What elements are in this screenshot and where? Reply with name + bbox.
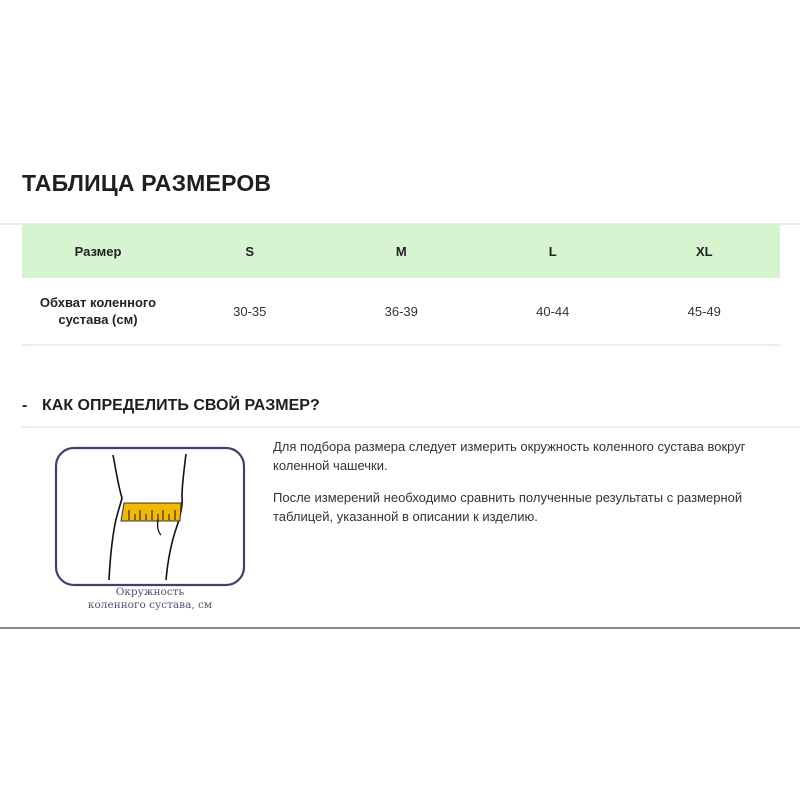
instruction-paragraph-2: После измерений необходимо сравнить полученные результаты с размерной таблицей, указанной в описании к изделию. xyxy=(273,490,743,524)
size-table xyxy=(22,224,780,346)
caption-line-1: Окружность xyxy=(115,586,185,598)
value-size-l: 40-44 xyxy=(477,278,629,345)
how-to-toggle[interactable] xyxy=(22,397,320,415)
table-row xyxy=(22,278,780,345)
how-to-divider xyxy=(22,426,800,428)
size-table-header-row xyxy=(22,224,780,278)
instruction-paragraph-1: Для подбора размера следует измерить окружность коленного сустава вокруг коленной чашечки. xyxy=(273,439,746,473)
header-size-label: Размер xyxy=(22,224,174,278)
illustration-caption xyxy=(40,586,260,612)
header-size-m: M xyxy=(326,224,478,278)
value-size-xl: 45-49 xyxy=(629,278,781,345)
header-size-l: L xyxy=(477,224,629,278)
how-to-heading: КАК ОПРЕДЕЛИТЬ СВОЙ РАЗМЕР? xyxy=(42,397,320,414)
header-size-xl: XL xyxy=(629,224,781,278)
value-size-s: 30-35 xyxy=(174,278,326,345)
value-size-m: 36-39 xyxy=(326,278,478,345)
bottom-divider xyxy=(0,627,800,629)
caption-line-2: коленного сустава, см xyxy=(87,599,213,611)
row-label-knee-circumference: Обхват коленного сустава (см) xyxy=(22,278,174,345)
page-title: ТАБЛИЦА РАЗМЕРОВ xyxy=(22,170,272,196)
instructions-text xyxy=(273,437,763,526)
collapse-dash-icon: - xyxy=(22,397,28,414)
header-size-s: S xyxy=(174,224,326,278)
